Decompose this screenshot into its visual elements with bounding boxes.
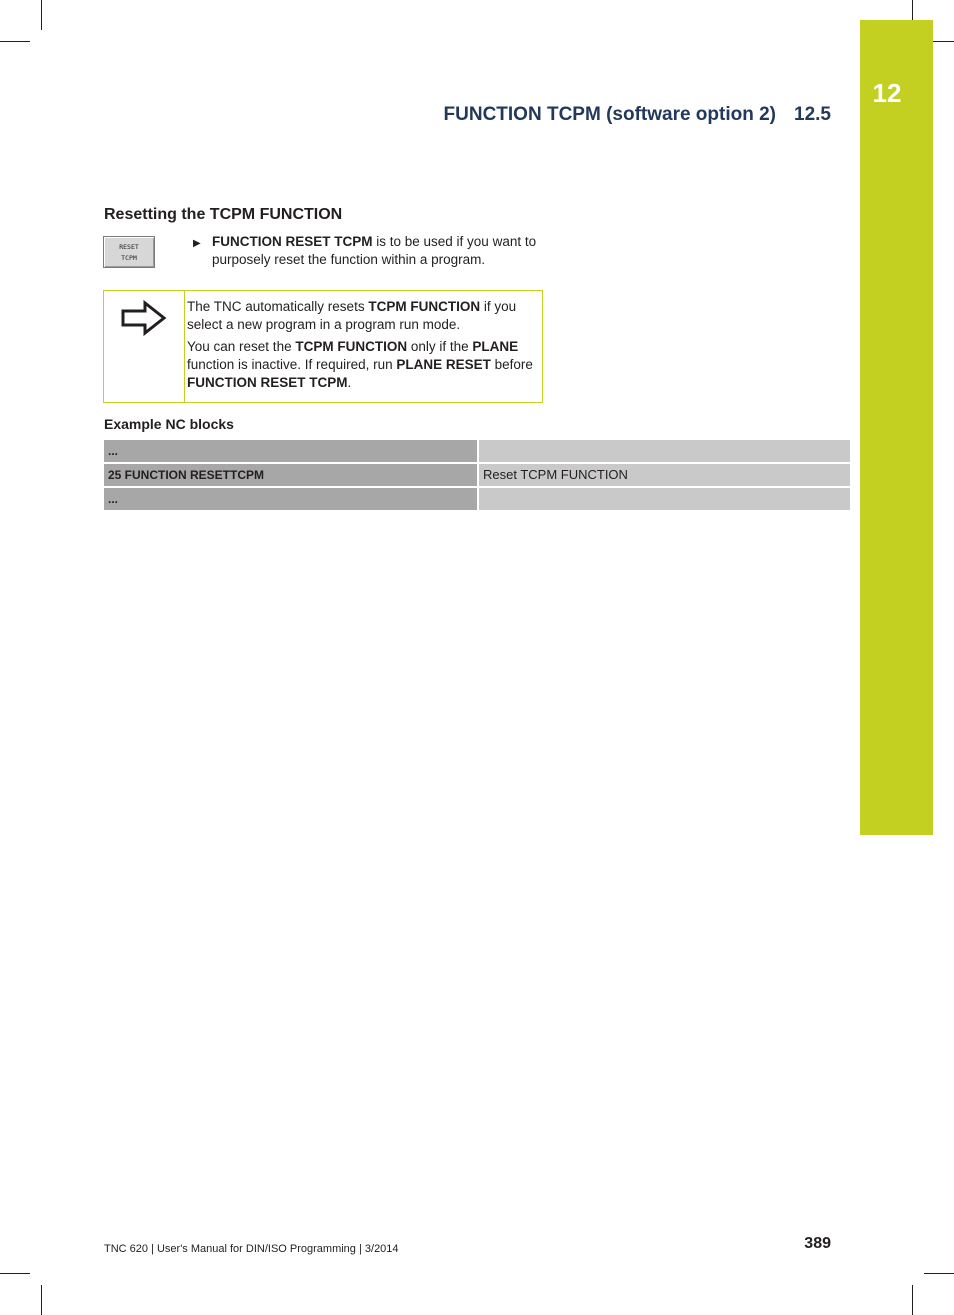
nc-comment <box>477 488 850 510</box>
section-heading: Resetting the TCPM FUNCTION <box>104 206 343 223</box>
note-divider <box>184 291 185 402</box>
note-text: The TNC automatically resets <box>187 299 369 314</box>
note-paragraph-1 <box>187 298 539 334</box>
crop-mark <box>41 1285 42 1315</box>
note-box <box>103 290 543 403</box>
note-keyword: TCPM FUNCTION <box>368 299 481 314</box>
chapter-tab <box>860 20 933 835</box>
running-header <box>444 104 831 126</box>
note-keyword: PLANE <box>472 339 519 354</box>
note-text: before <box>490 357 533 372</box>
note-keyword: FUNCTION RESET TCPM <box>187 375 348 390</box>
page-number: 389 <box>804 1235 831 1252</box>
table-row <box>104 440 850 462</box>
note-text: only if the <box>407 339 473 354</box>
note-paragraph-2 <box>187 338 539 392</box>
nc-code: 25 FUNCTION RESETTCPM <box>104 464 477 486</box>
crop-mark <box>0 1273 30 1274</box>
footer-text: TNC 620 | User's Manual for DIN/ISO Programming | 3/2014 <box>104 1243 399 1255</box>
chapter-number: 12 <box>872 78 902 108</box>
nc-comment <box>477 440 850 462</box>
crop-mark <box>912 0 913 20</box>
softkey-line2: TCPM <box>121 254 137 262</box>
nc-code: ... <box>104 440 477 462</box>
crop-mark <box>41 0 42 30</box>
step-instruction <box>193 233 543 269</box>
note-body <box>187 298 539 396</box>
table-row <box>104 488 850 510</box>
nc-code: ... <box>104 488 477 510</box>
crop-mark <box>924 1273 954 1274</box>
crop-mark <box>0 41 30 42</box>
note-text: . <box>347 375 352 390</box>
step-description: is to be used if you want to purposely reset the function within a program. <box>212 234 537 267</box>
crop-mark <box>912 1285 913 1315</box>
header-title: FUNCTION TCPM (software option 2) <box>443 104 777 125</box>
header-section: 12.5 <box>794 104 831 125</box>
nc-blocks-table <box>104 440 850 512</box>
note-text: You can reset the <box>187 339 296 354</box>
note-arrow-icon <box>121 300 167 336</box>
note-keyword: PLANE RESET <box>396 357 491 372</box>
step-text <box>212 233 543 269</box>
nc-comment: Reset TCPM FUNCTION <box>477 464 850 486</box>
note-keyword: TCPM FUNCTION <box>295 339 408 354</box>
note-text: function is inactive. If required, run <box>187 357 397 372</box>
step-keyword: FUNCTION RESET TCPM <box>212 234 373 249</box>
table-row <box>104 464 850 486</box>
reset-tcpm-softkey <box>103 236 155 268</box>
softkey-line1: RESET <box>119 243 139 251</box>
bullet-triangle-icon: ▶ <box>193 238 201 249</box>
example-title: Example NC blocks <box>104 416 234 432</box>
note-text: if you select a new program in a program run mode. <box>187 299 517 332</box>
